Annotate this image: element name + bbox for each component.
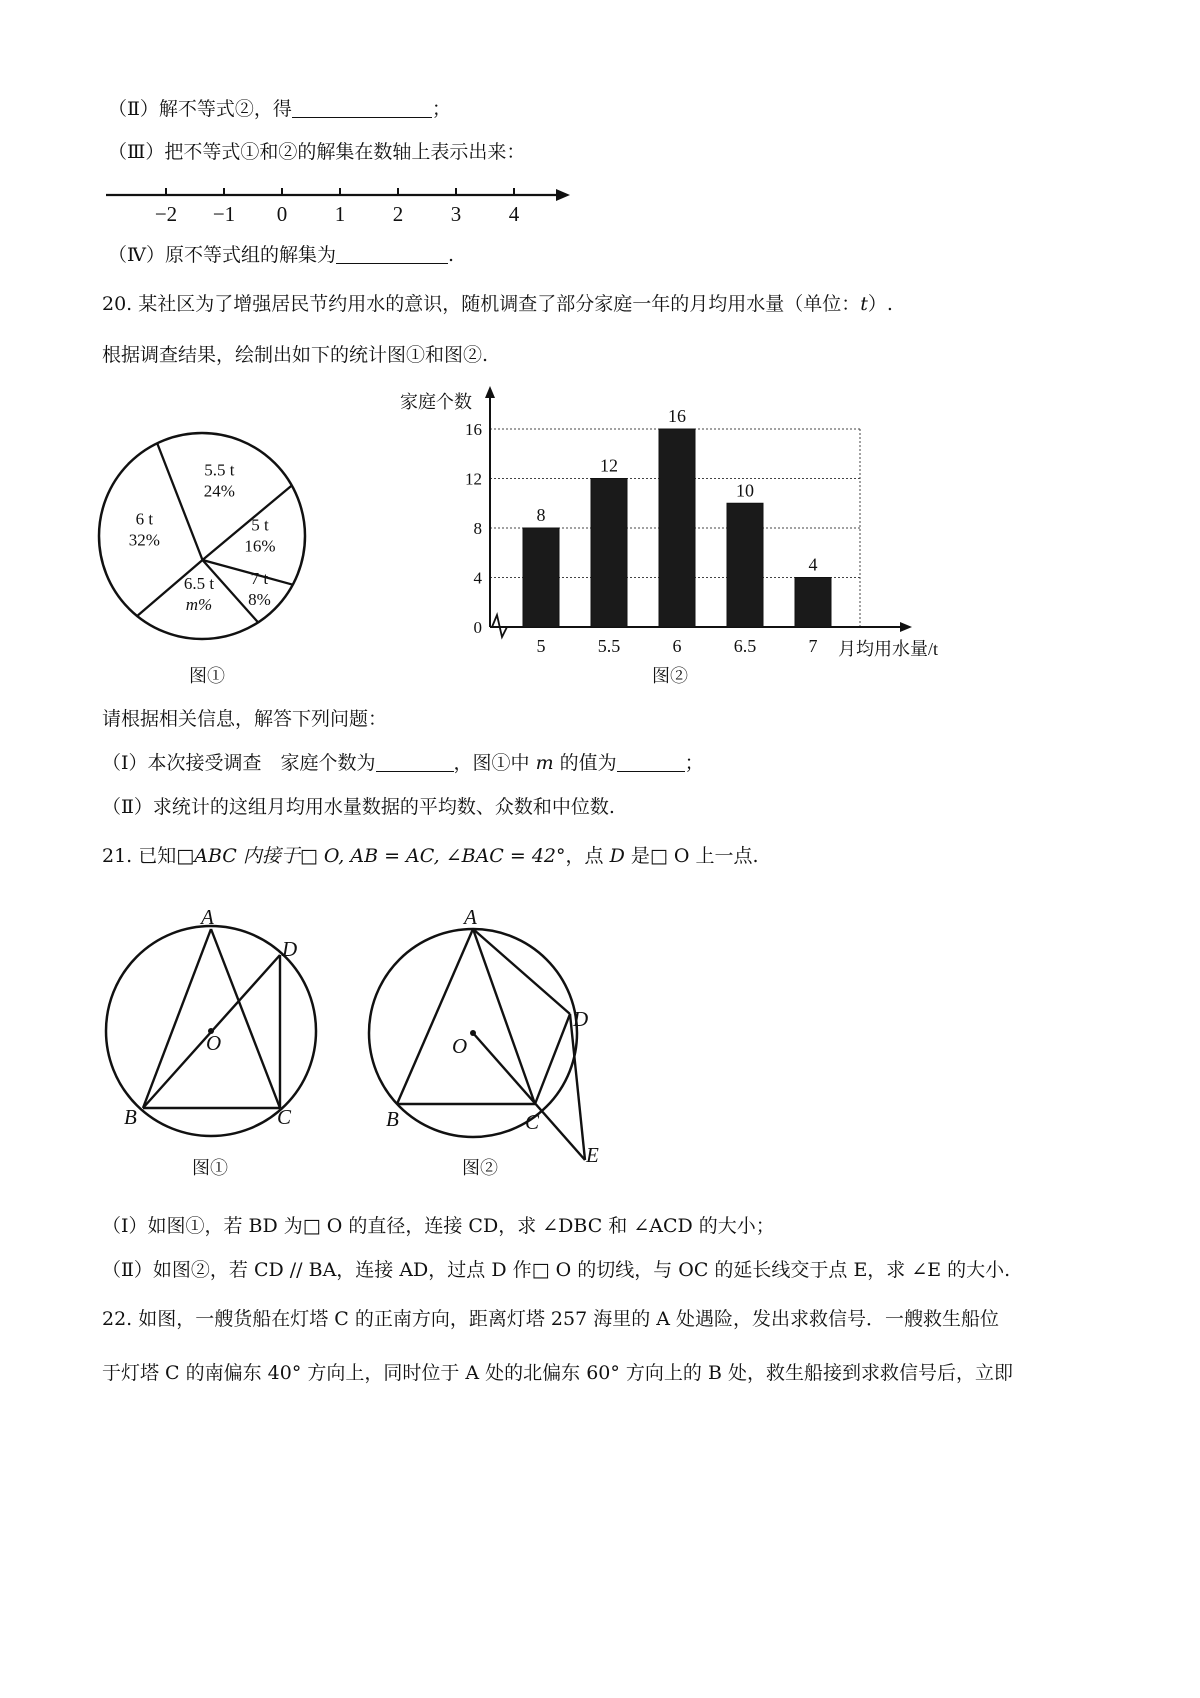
q21-stem-math: □ABC 内接于□ O, AB = AC, ∠BAC = 42°	[176, 845, 566, 867]
number-line-label: 1	[334, 202, 346, 226]
q22-line1: 22. 如图，一艘货船在灯塔 C 的正南方向，距离灯塔 257 海里的 A 处遇险，发出求救信号．一艘救生船位	[102, 1308, 1000, 1330]
q20-part1-d: ；	[684, 752, 704, 774]
geometry-figure-1	[100, 898, 340, 1188]
label-o: O	[206, 1031, 222, 1055]
q20-intro1-text: 20. 某社区为了增强居民节约用水的意识，随机调查了部分家庭一年的月均用水量（单位：	[102, 293, 861, 315]
pie-slice-boundary	[157, 443, 202, 560]
pie-slice-label: 6.5 t	[183, 573, 215, 593]
number-line-label: −1	[212, 202, 236, 226]
q19-part3: （Ⅲ）把不等式①和②的解集在数轴上表示出来：	[108, 141, 526, 163]
bar-chart-xlabel: 月均用水量/t	[838, 639, 939, 659]
bar-value-label: 4	[808, 554, 818, 575]
number-line	[100, 178, 580, 230]
segment-oe	[473, 1033, 585, 1160]
geometry-figure-2	[360, 898, 620, 1188]
label-o: O	[452, 1034, 468, 1058]
label-c: C	[525, 1110, 540, 1134]
q19-part4-suffix: .	[447, 244, 455, 266]
bar	[523, 528, 559, 627]
bar-x-tick: 6	[672, 636, 682, 656]
number-line-label: 3	[450, 202, 462, 226]
label-d: D	[573, 1007, 589, 1031]
bar-value-label: 12	[600, 455, 618, 476]
q21-stem-mid: ，点	[565, 845, 610, 867]
label-b: B	[386, 1107, 399, 1131]
bar-value-label: 10	[736, 480, 754, 501]
q20-intro2: 根据调查结果，绘制出如下的统计图①和图②.	[102, 344, 489, 366]
number-line-label: 2	[392, 202, 404, 226]
pie-slice-label: 5.5 t	[204, 460, 235, 480]
bar-chart	[380, 382, 970, 692]
bar	[591, 479, 627, 628]
segment-cd	[535, 1014, 570, 1104]
bar-value-label: 16	[668, 406, 686, 426]
bar-y-tick: 8	[473, 519, 482, 538]
bar	[727, 503, 763, 627]
pie-slice-label: 6 t	[135, 509, 154, 529]
q22-line2: 于灯塔 C 的南偏东 40° 方向上，同时位于 A 处的北偏东 60° 方向上的 B 处，救生船接到求救信号后，立即	[102, 1362, 1013, 1384]
q20-part1-c: 的值为	[553, 752, 617, 774]
q21-part1: （Ⅰ）如图①，若 BD 为□ O 的直径，连接 CD，求 ∠DBC 和 ∠ACD 的大小；	[102, 1215, 775, 1237]
pie-chart	[92, 430, 322, 690]
q20-intro1	[102, 292, 893, 316]
label-d: D	[282, 937, 298, 961]
q19-part2	[108, 97, 451, 121]
bar-y-tick: 16	[465, 420, 482, 439]
q20-part1-b: ，图①中	[453, 752, 536, 774]
label-a: A	[201, 905, 214, 929]
q21-stem	[102, 844, 759, 868]
pie-slice-value: 24%	[203, 481, 235, 501]
pie-slice-value: 16%	[244, 536, 276, 556]
bar-y-tick: 4	[473, 568, 482, 588]
label-b: B	[124, 1105, 137, 1129]
bar-y-tick: 0	[473, 618, 482, 637]
bar-caption: 图②	[652, 666, 688, 686]
q21-stem-suffix: 是□ O 上一点.	[624, 845, 759, 867]
q19-part2-text: （Ⅱ）解不等式②，得	[108, 98, 292, 120]
label-a: A	[464, 905, 477, 929]
segment-ac	[211, 929, 280, 1108]
q19-part4	[108, 243, 454, 267]
pie-slice-value: 8%	[248, 589, 271, 609]
answer-blank	[292, 99, 432, 118]
bar-x-tick: 6.5	[733, 636, 757, 656]
number-line-label: 4	[508, 202, 520, 226]
bar-x-arrow	[900, 622, 912, 632]
segment-ab	[397, 929, 473, 1104]
q20-intro1-suffix: ）.	[867, 293, 893, 315]
center-point	[470, 1030, 476, 1036]
number-line-label: 0	[276, 202, 288, 226]
pie-slice-value: 32%	[128, 530, 160, 550]
figure-1-caption: 图①	[192, 1158, 228, 1178]
bar-y-tick: 12	[465, 469, 482, 489]
bar-y-arrow	[485, 386, 495, 398]
bar	[659, 429, 695, 627]
bar	[795, 578, 831, 628]
q21-stem-D: D	[609, 845, 625, 867]
q21-stem-prefix: 21. 已知	[102, 845, 177, 867]
answer-blank	[336, 245, 448, 264]
segment-ab	[143, 929, 211, 1108]
label-c: C	[277, 1105, 292, 1129]
q19-part4-text: （Ⅳ）原不等式组的解集为	[108, 244, 336, 266]
q19-part2-suffix: ；	[431, 98, 451, 120]
bar-value-label: 8	[536, 505, 546, 525]
pie-slice-label: 5 t	[251, 515, 269, 535]
pie-slice-label: 7 t	[250, 568, 269, 588]
q20-part2: （Ⅱ）求统计的这组月均用水量数据的平均数、众数和中位数.	[102, 796, 615, 818]
q20-part1-a: （Ⅰ）本次接受调查 家庭个数为	[102, 752, 376, 774]
q20-part1-var: m	[535, 752, 554, 774]
label-e: E	[586, 1143, 599, 1167]
bar-chart-ylabel: 家庭个数	[400, 392, 472, 412]
pie-slice-boundary	[203, 560, 293, 585]
bar-x-tick: 5.5	[597, 636, 621, 656]
bar-x-tick: 5	[536, 636, 546, 656]
q20-intro1-var: t	[860, 293, 868, 315]
q21-part2: （Ⅱ）如图②，若 CD // BA，连接 AD，过点 D 作□ O 的切线，与 OC 的延长线交于点 E，求 ∠E 的大小.	[102, 1259, 1011, 1281]
answer-blank	[617, 753, 685, 772]
pie-caption: 图①	[189, 666, 225, 686]
bar-x-tick: 7	[808, 636, 818, 656]
answer-blank	[376, 753, 454, 772]
number-line-label: −2	[154, 202, 178, 226]
q20-ask: 请根据相关信息，解答下列问题：	[102, 708, 388, 730]
figure-2-caption: 图②	[462, 1158, 498, 1178]
q20-part1	[102, 751, 704, 775]
pie-slice-value: m%	[185, 594, 213, 614]
